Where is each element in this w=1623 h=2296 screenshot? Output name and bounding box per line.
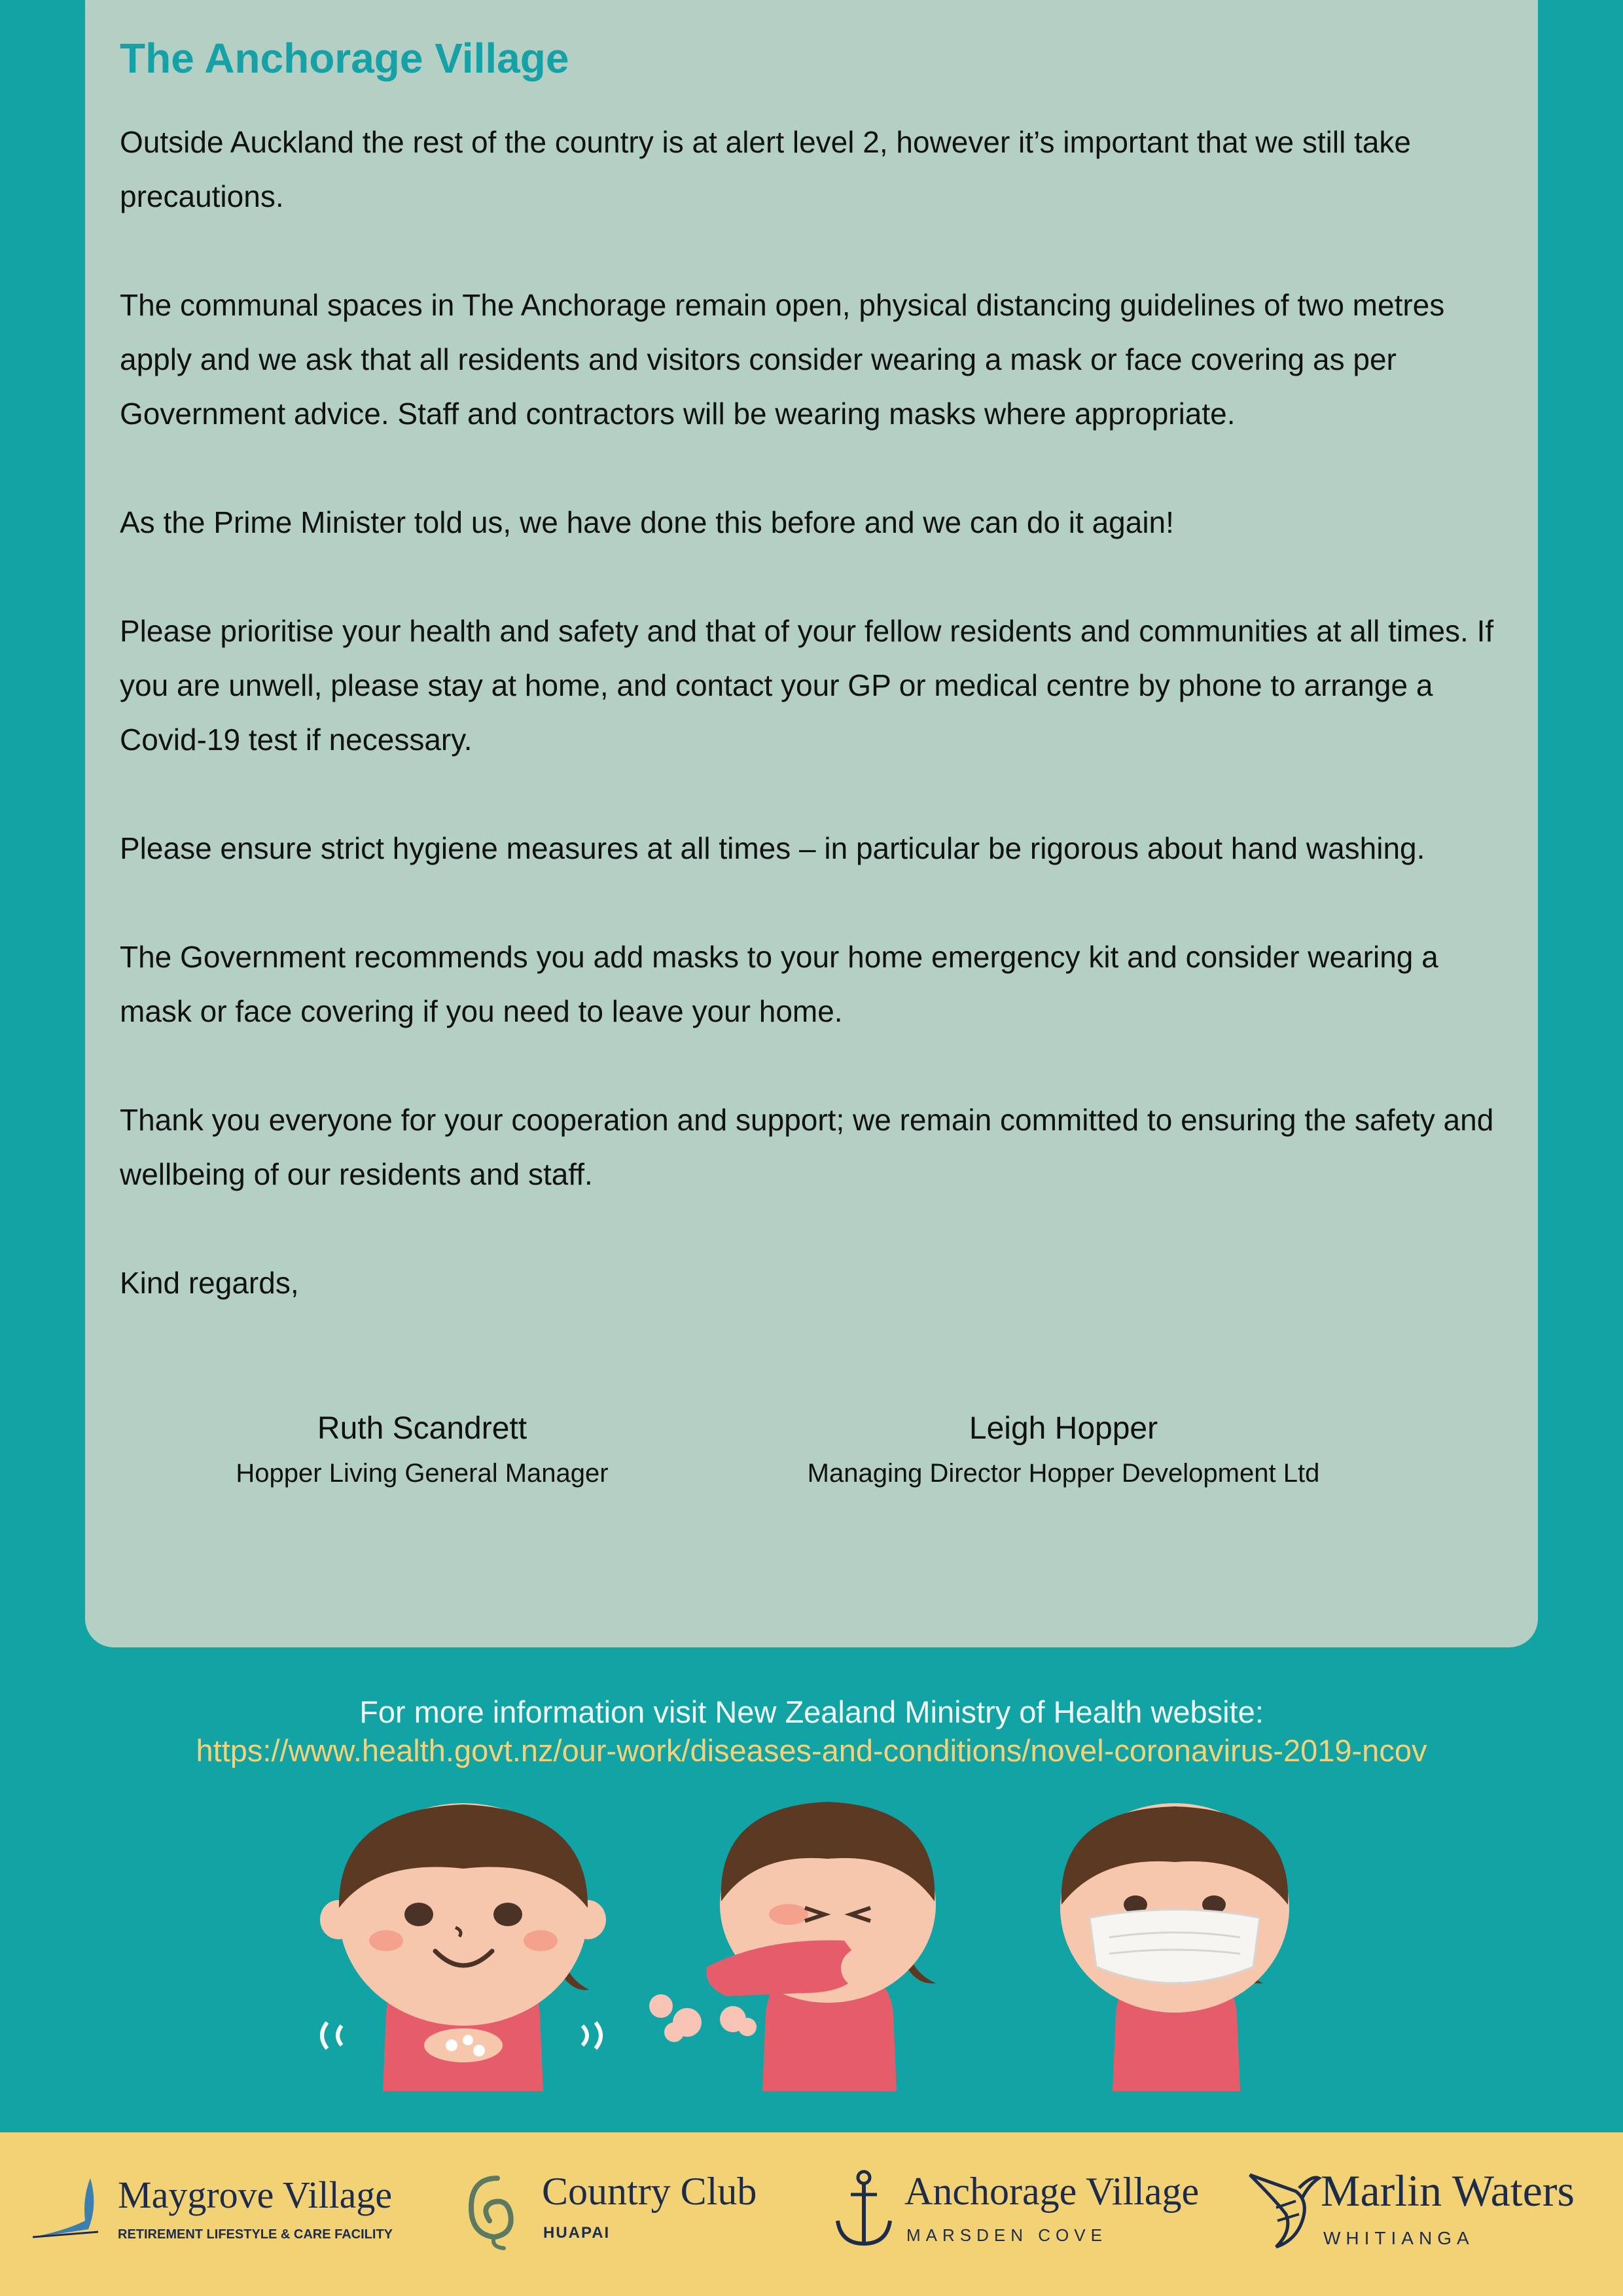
marlin-icon bbox=[1237, 2162, 1322, 2253]
logo-maygrove-village bbox=[26, 2132, 393, 2296]
paragraph-masks: The Government recommends you add masks to your home emergency kit and consider wearing a mask or face covering if you need to leave your home. bbox=[120, 940, 1438, 1028]
signatory-role: Hopper Living General Manager bbox=[236, 1459, 609, 1488]
letter-title: The Anchorage Village bbox=[120, 35, 569, 82]
logo-subtitle: MARSDEN COVE bbox=[906, 2225, 1107, 2245]
swirl-icon bbox=[458, 2168, 530, 2253]
paragraph-health-safety: Please prioritise your health and safety and that of your fellow residents and communities at all times. If you are unwell, please stay at home, and contact your GP or medical centre by phone to arrange a Covid-19 test if necessary. bbox=[120, 614, 1494, 757]
face-mask-illustration bbox=[1060, 1803, 1289, 2091]
logo-country-club bbox=[458, 2132, 785, 2296]
signatory-name: Leigh Hopper bbox=[969, 1411, 1158, 1446]
ministry-of-health-link[interactable]: https://www.health.govt.nz/our-work/diseases-and-conditions/novel-coronavirus-2019-ncov bbox=[196, 1733, 1427, 1768]
paragraph-thank-you: Thank you everyone for your cooperation and support; we remain committed to ensuring the safety and wellbeing of our residents and staff. bbox=[120, 1103, 1494, 1191]
heron-icon bbox=[26, 2172, 105, 2250]
logo-subtitle: HUAPAI bbox=[543, 2224, 611, 2242]
paragraph-prime-minister: As the Prime Minister told us, we have done this before and we can do it again! bbox=[120, 505, 1174, 539]
logo-subtitle: WHITIANGA bbox=[1323, 2228, 1474, 2248]
more-info-text: For more information visit New Zealand Ministry of Health website: bbox=[359, 1695, 1264, 1729]
signatory-role: Managing Director Hopper Development Ltd bbox=[807, 1459, 1320, 1488]
paragraph-communal-spaces: The communal spaces in The Anchorage remain open, physical distancing guidelines of two metres apply and we ask that all residents and visitors consider wearing a mask or face covering as per Government advice. Staff and contractors will be wearing masks where appropriate. bbox=[120, 288, 1445, 431]
elbow-cough-illustration bbox=[649, 1802, 936, 2091]
logo-title: Marlin Waters bbox=[1321, 2166, 1575, 2215]
logo-anchorage-village bbox=[831, 2132, 1204, 2296]
footer-logos-bar bbox=[0, 2132, 1623, 2296]
logo-title: Maygrove Village bbox=[118, 2174, 393, 2216]
letter-body bbox=[120, 115, 1501, 1365]
paragraph-kind-regards: Kind regards, bbox=[120, 1266, 299, 1300]
health-illustrations bbox=[308, 1797, 1315, 2098]
logo-title: Anchorage Village bbox=[904, 2170, 1200, 2213]
anchor-icon bbox=[831, 2168, 897, 2253]
signature-ruth-scandrett bbox=[160, 1409, 684, 1493]
logo-subtitle: RETIREMENT LIFESTYLE & CARE FACILITY bbox=[118, 2227, 393, 2242]
paragraph-alert-level: Outside Auckland the rest of the country is at alert level 2, however it’s important that we still take precautions. bbox=[120, 125, 1412, 213]
logo-title: Country Club bbox=[542, 2170, 757, 2213]
signature-leigh-hopper bbox=[736, 1409, 1391, 1493]
signatory-name: Ruth Scandrett bbox=[317, 1411, 527, 1446]
paragraph-hygiene: Please ensure strict hygiene measures at all times – in particular be rigorous about hand washing. bbox=[120, 831, 1425, 865]
logo-marlin-waters bbox=[1237, 2132, 1603, 2296]
hand-washing-illustration bbox=[320, 1797, 606, 2091]
